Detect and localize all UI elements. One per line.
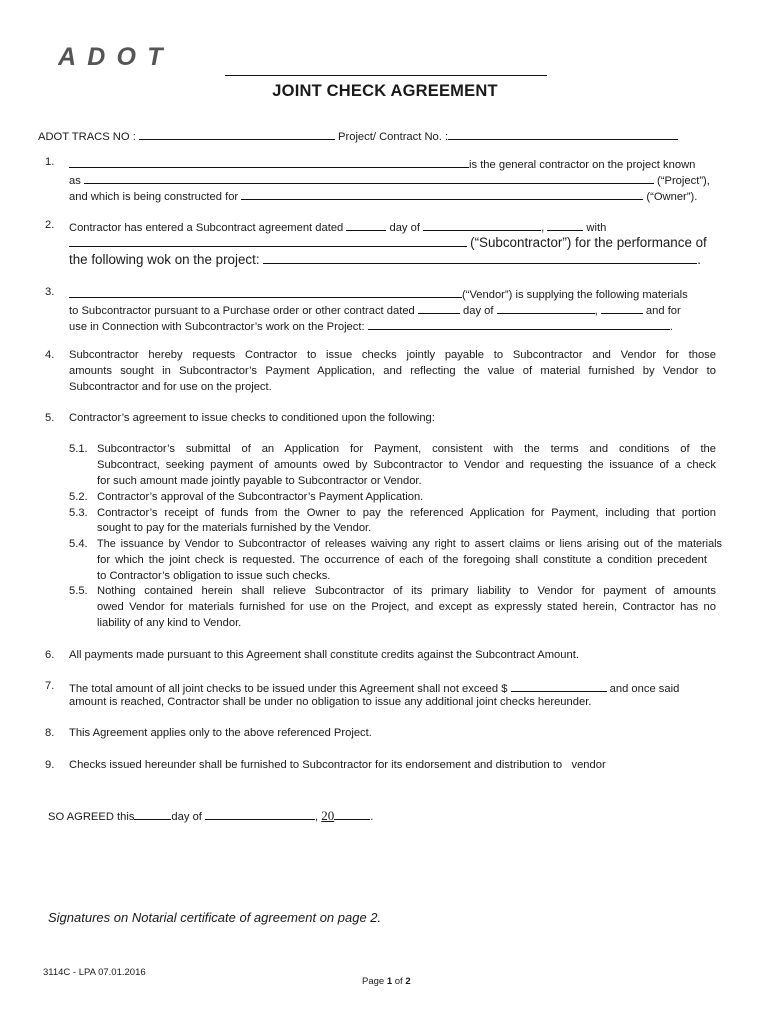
agreed-year-field[interactable] [334,808,370,820]
section-7-line-1 [69,680,679,695]
section-2-period: . [697,252,702,267]
section-2-number: 2. [45,219,55,231]
subsection-5-1-line-3: for such amount made jointly payable to Subcontractor or Vendor. [97,475,422,487]
section-2-with: with [586,222,607,234]
section-5-text: Contractor’s agreement to issue checks to conditioned upon the following: [69,412,435,424]
page-current: 1 [386,976,393,987]
subsection-5-5-line-2: owed Vendor for materials furnished for use on the Project, and except as expressly stated herein, Contractor has no [97,601,716,613]
section-2-work-label: the following wok on the project: [69,252,260,267]
subsection-5-3-line-1: Contractor’s receipt of funds from the Owner to pay the referenced Application for Payment, including that portion [97,507,716,519]
section-2-line-1 [69,219,606,234]
section-3-text-3: use in Connection with Subcontractor’s work on the Project: [69,321,365,333]
subsection-5-2-number: 5.2. [69,491,88,503]
section-2-text-a: Contractor has entered a Subcontract agreement dated [69,222,344,234]
subsection-5-1-line-2: Subcontract, seeking payment of amounts owed by Subcontractor to Vendor and requesting the issuance of a check [97,459,716,471]
section-5-number: 5. [45,412,55,424]
title-rule [225,75,547,76]
max-amount-field[interactable] [511,680,607,692]
document-title: JOINT CHECK AGREEMENT [272,82,498,100]
section-2-line-2 [69,235,707,250]
subsection-5-3-number: 5.3. [69,507,88,519]
agreed-day-of: day of [171,811,202,823]
section-3-number: 3. [45,286,55,298]
subsection-5-5-line-1: Nothing contained herein shall relieve Subcontractor of its primary liability to Vendor for payment of amounts [97,585,716,597]
section-1-line-2 [69,172,710,187]
subsection-5-2-line-1: Contractor’s approval of the Subcontractor’s Payment Application. [97,491,424,503]
subsection-5-4-number: 5.4. [69,538,88,550]
section-8-number: 8. [45,727,55,739]
section-2-line-3 [69,252,701,267]
section-1-line-1 [69,156,695,171]
purchase-order-month-field[interactable] [497,302,595,314]
section-4-line-3: Subcontractor and for use on the project. [69,381,272,393]
form-id: 3114C - LPA 07.01.2016 [43,967,146,978]
subsection-5-3-line-2: sought to pay for the materials furnished by the Vendor. [97,522,372,534]
section-2-day-of: day of [389,222,420,234]
section-1-as: as [69,175,81,187]
section-3-line-2 [69,302,681,317]
subcontract-month-field[interactable] [423,219,541,231]
agreed-comma: , [315,811,319,823]
section-7-line-2: amount is reached, Contractor shall be under no obligation to issue any additional joint checks hereunder. [69,696,592,708]
agreed-year-prefix: 20 [321,808,335,823]
section-2-comma: , [541,222,545,234]
purchase-order-day-field[interactable] [418,302,460,314]
section-1-line-3 [69,188,697,203]
section-3-line-1 [69,286,688,301]
section-7-text-a: The total amount of all joint checks to be issued under this Agreement shall not exceed $ [69,683,508,695]
project-field[interactable] [84,172,654,184]
adot-logo-text: ADOT [58,44,162,68]
section-4-number: 4. [45,349,55,361]
section-1-number: 1. [45,156,55,168]
page-number [362,976,411,987]
section-1-project-label: (“Project”), [657,175,710,187]
subcontract-year-field[interactable] [547,219,583,231]
agreed-month-field[interactable] [205,808,315,820]
general-contractor-field[interactable] [69,156,469,168]
section-3-day-of: day of [463,305,494,317]
materials-field[interactable] [368,318,670,330]
adot-logo [58,44,164,68]
section-1-owner-label: (“Owner”). [646,191,698,203]
tracs-number-field[interactable] [139,128,335,140]
section-1-text-1: is the general contractor on the project known [469,159,696,171]
subsection-5-4-line-1: The issuance by Vendor to Subcontractor of releases waiving any right to assert claims or liens arising out of the materials [97,538,722,550]
section-6-number: 6. [45,649,55,661]
subcontractor-field[interactable] [69,235,467,247]
section-6-text: All payments made pursuant to this Agreement shall constitute credits against the Subcontract Amount. [69,649,579,661]
section-4-line-2: amounts sought in Subcontractor’s Payment Application, and reflecting the value of material furnished by Vendor to [69,365,716,377]
page-label: Page [362,976,385,987]
agreed-label: SO AGREED this [48,811,135,823]
agreed-line [48,808,373,824]
subsection-5-5-line-3: liability of any kind to Vendor. [97,617,242,629]
tracs-label: ADOT TRACS NO : [38,131,136,143]
page-of: of [394,976,403,987]
section-3-text-2: to Subcontractor pursuant to a Purchase order or other contract dated [69,305,415,317]
section-1-constructed-for: and which is being constructed for [69,191,239,203]
section-7-text-b: and once said [609,683,680,695]
section-2-subcontractor-label: (“Subcontractor”) for the performance of [470,235,707,250]
subsection-5-1-line-1: Subcontractor’s submittal of an Application for Payment, consistent with the terms and conditions of the [97,443,716,455]
contract-label: Project/ Contract No. : [338,131,449,143]
owner-field[interactable] [241,188,643,200]
section-4-line-1: Subcontractor hereby requests Contractor to issue checks jointly payable to Subcontractor and Vendor for those [69,349,716,361]
purchase-order-year-field[interactable] [601,302,643,314]
agreed-period: . [370,811,374,823]
tracs-line [38,128,678,143]
section-9-text: Checks issued hereunder shall be furnished to Subcontractor for its endorsement and distribution to vendor [69,759,606,771]
section-8-text: This Agreement applies only to the above referenced Project. [69,727,372,739]
section-3-comma: , [594,305,598,317]
work-description-field[interactable] [263,252,697,264]
section-7-number: 7. [45,680,55,692]
section-3-line-3 [69,318,673,333]
subsection-5-4-line-2: for which the joint check is requested. The occurrence of each of the foregoing shall constitute a condition precedent [97,554,707,566]
page-total: 2 [405,976,411,987]
subcontract-date-day-field[interactable] [346,219,386,231]
subsection-5-1-number: 5.1. [69,443,88,455]
subsection-5-4-line-3: to Contractor’s obligation to issue such checks. [97,570,331,582]
section-3-text-1: (“Vendor”) is supplying the following materials [462,289,688,301]
section-3-and-for: and for [645,305,681,317]
section-9-number: 9. [45,759,55,771]
signatures-note: Signatures on Notarial certificate of agreement on page 2. [48,910,382,925]
contract-number-field[interactable] [448,128,678,140]
section-3-period: . [669,321,673,333]
vendor-field[interactable] [69,286,462,298]
agreed-day-field[interactable] [134,808,171,820]
subsection-5-5-number: 5.5. [69,585,88,597]
